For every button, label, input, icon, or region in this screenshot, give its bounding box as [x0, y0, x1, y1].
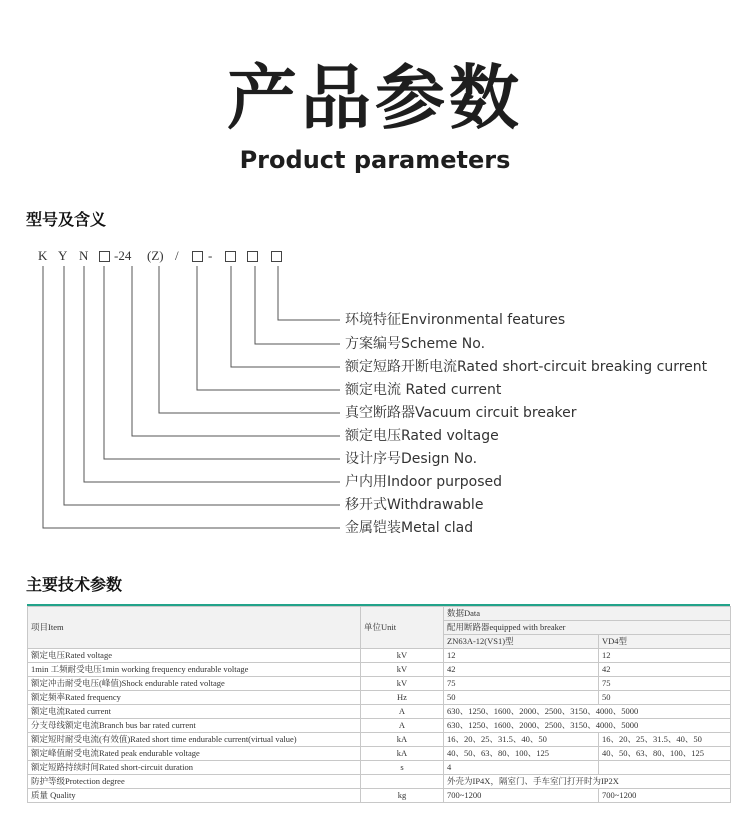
header-breaker: 配用断路器equipped with breaker — [444, 621, 731, 635]
table-cell: 42 — [599, 663, 731, 677]
table-cell: 额定短时耐受电流(有效值)Rated short time endurable current(virtual value) — [28, 733, 361, 747]
code-z: (Z) — [147, 248, 164, 263]
table-cell: kV — [361, 663, 444, 677]
table-cell: 16、20、25、31.5、40、50 — [599, 733, 731, 747]
table-cell: Hz — [361, 691, 444, 705]
table-cell: 外壳为IP4X，隔室门、手车室门打开时为IP2X — [444, 775, 731, 789]
code-n: N — [79, 248, 89, 263]
table-cell: s — [361, 761, 444, 775]
table-cell: 42 — [444, 663, 599, 677]
table-row — [28, 705, 731, 719]
desc-breaking-current: 额定短路开断电流Rated short-circuit breaking current — [345, 359, 708, 375]
table-row — [28, 747, 731, 761]
desc-indoor: 户内用Indoor purposed — [345, 474, 502, 490]
table-row — [28, 663, 731, 677]
table-cell: kV — [361, 677, 444, 691]
page-subtitle: Product parameters — [239, 146, 511, 174]
table-cell: 75 — [444, 677, 599, 691]
table-cell: kA — [361, 747, 444, 761]
desc-rated-voltage: 额定电压Rated voltage — [345, 428, 499, 444]
table-cell: 额定频率Rated frequency — [28, 691, 361, 705]
code-rated-voltage: -24 — [114, 248, 132, 263]
table-cell: 630、1250、1600、2000、2500、3150、4000、5000 — [444, 719, 731, 733]
table-cell: A — [361, 719, 444, 733]
table-row — [28, 733, 731, 747]
header-item: 项目Item — [28, 607, 361, 649]
desc-design-no: 设计序号Design No. — [345, 451, 478, 467]
header-col1: ZN63A-12(VS1)型 — [444, 635, 599, 649]
table-cell: 额定电压Rated voltage — [28, 649, 361, 663]
desc-environmental: 环境特征Environmental features — [345, 312, 566, 328]
table-row — [28, 677, 731, 691]
table-cell: kV — [361, 649, 444, 663]
table-cell: 分支母线额定电流Branch bus bar rated current — [28, 719, 361, 733]
code-dash: - — [208, 248, 213, 263]
table-cell: 额定冲击耐受电压(峰值)Shock endurable rated voltage — [28, 677, 361, 691]
table-cell: 1min 工频耐受电压1min working frequency endurable voltage — [28, 663, 361, 677]
desc-rated-current: 额定电流 Rated current — [345, 382, 502, 398]
table-row — [28, 775, 731, 789]
table-cell: 12 — [599, 649, 731, 663]
table-cell: 额定短路持续时间Rated short-circuit duration — [28, 761, 361, 775]
code-k: K — [38, 248, 48, 263]
table-cell: 12 — [444, 649, 599, 663]
table-cell: 40、50、63、80、100、125 — [599, 747, 731, 761]
table-cell: 额定电流Rated current — [28, 705, 361, 719]
table-cell: kg — [361, 789, 444, 803]
table-cell: A — [361, 705, 444, 719]
table-row — [28, 789, 731, 803]
model-section-title: 型号及含义 — [26, 210, 107, 229]
desc-metal-clad: 金属铠装Metal clad — [345, 520, 474, 536]
table-cell: 700~1200 — [444, 789, 599, 803]
table-cell: 额定峰值耐受电流Rated peak endurable voltage — [28, 747, 361, 761]
parameters-table — [27, 606, 731, 803]
table-row — [28, 691, 731, 705]
table-cell — [599, 761, 731, 775]
table-cell: kA — [361, 733, 444, 747]
table-cell — [361, 775, 444, 789]
table-row — [28, 649, 731, 663]
table-cell: 75 — [599, 677, 731, 691]
desc-scheme: 方案编号Scheme No. — [345, 336, 486, 352]
table-cell: 50 — [599, 691, 731, 705]
desc-vacuum-breaker: 真空断路器Vacuum circuit breaker — [345, 405, 577, 421]
table-row — [28, 761, 731, 775]
table-cell: 40、50、63、80、100、125 — [444, 747, 599, 761]
table-cell: 630、1250、1600、2000、2500、3150、4000、5000 — [444, 705, 731, 719]
table-cell: 16、20、25、31.5、40、50 — [444, 733, 599, 747]
table-cell: 防护等级Protection degree — [28, 775, 361, 789]
header-unit: 单位Unit — [361, 607, 444, 649]
table-cell: 质量 Quality — [28, 789, 361, 803]
header-col2: VD4型 — [599, 635, 731, 649]
desc-withdrawable: 移开式Withdrawable — [345, 497, 484, 513]
tech-section-title: 主要技术参数 — [26, 575, 123, 594]
table-cell: 50 — [444, 691, 599, 705]
table-cell: 700~1200 — [599, 789, 731, 803]
table-row — [28, 719, 731, 733]
code-slash: / — [175, 248, 179, 263]
header-data: 数据Data — [444, 607, 731, 621]
page-title: 产品参数 — [227, 57, 523, 139]
code-y: Y — [58, 248, 68, 263]
table-cell: 4 — [444, 761, 599, 775]
